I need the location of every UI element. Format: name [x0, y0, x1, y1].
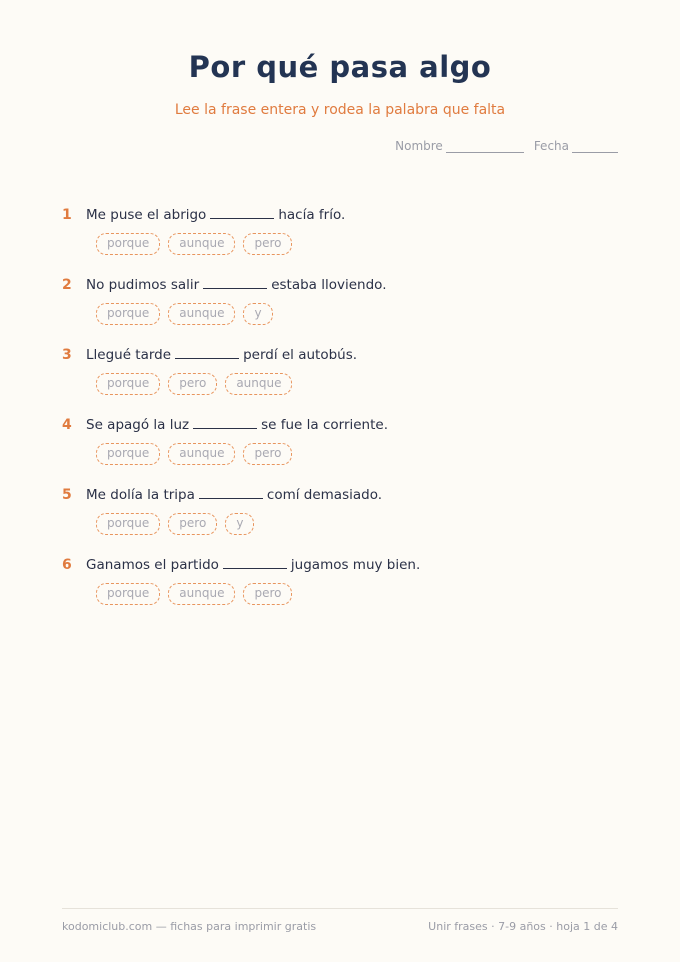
exercise-item	[62, 416, 622, 486]
option-chip[interactable]: porque	[96, 443, 160, 465]
exercise-sentence	[62, 556, 622, 576]
option-chip[interactable]: pero	[243, 443, 292, 465]
date-label: Fecha	[533, 139, 569, 153]
name-label: Nombre	[395, 139, 443, 153]
option-chip[interactable]: pero	[168, 513, 217, 535]
page-subtitle: Lee la frase entera y rodea la palabra que falta	[174, 102, 506, 118]
student-info	[395, 139, 618, 153]
sentence-end: estaba lloviendo.	[271, 277, 387, 293]
option-chip[interactable]: pero	[168, 373, 217, 395]
option-chip[interactable]: porque	[96, 303, 160, 325]
option-group	[96, 443, 622, 465]
exercise-item	[62, 556, 622, 626]
exercise-sentence	[62, 416, 622, 436]
sentence-end: se fue la corriente.	[261, 417, 389, 433]
exercise-number: 5	[62, 487, 72, 503]
sentence-end: perdí el autobús.	[243, 347, 358, 363]
answer-blank	[193, 416, 257, 429]
option-chip[interactable]: y	[243, 303, 272, 325]
exercise-sentence	[62, 486, 622, 506]
exercise-number: 1	[62, 207, 72, 223]
footer-sheet-info: Unir frases · 7-9 años · hoja 1 de 4	[428, 920, 618, 933]
exercise-number: 2	[62, 277, 72, 293]
name-line	[446, 141, 524, 153]
name-field	[395, 139, 524, 153]
option-chip[interactable]: aunque	[168, 233, 235, 255]
exercise-item	[62, 346, 622, 416]
option-group	[96, 513, 622, 535]
sentence-end: jugamos muy bien.	[290, 557, 421, 573]
exercise-sentence	[62, 206, 622, 226]
exercise-list	[62, 206, 622, 626]
answer-blank	[210, 206, 274, 219]
exercise-number: 3	[62, 347, 72, 363]
exercise-sentence	[62, 346, 622, 366]
sentence-start: Ganamos el partido	[86, 557, 219, 573]
sentence-end: hacía frío.	[278, 207, 346, 223]
footer-site: kodomiclub.com — fichas para imprimir gratis	[62, 920, 317, 933]
exercise-number: 6	[62, 557, 72, 573]
exercise-sentence	[62, 276, 622, 296]
option-chip[interactable]: aunque	[168, 303, 235, 325]
date-field	[534, 139, 618, 153]
option-chip[interactable]: porque	[96, 373, 160, 395]
sentence-start: Me dolía la tripa	[86, 487, 195, 503]
exercise-item	[62, 276, 622, 346]
option-chip[interactable]: aunque	[225, 373, 292, 395]
exercise-item	[62, 486, 622, 556]
footer-divider	[62, 908, 618, 909]
option-chip[interactable]: y	[225, 513, 254, 535]
option-chip[interactable]: porque	[96, 583, 160, 605]
exercise-item	[62, 206, 622, 276]
option-chip[interactable]: pero	[243, 583, 292, 605]
option-chip[interactable]: pero	[243, 233, 292, 255]
option-group	[96, 373, 622, 395]
option-group	[96, 233, 622, 255]
sentence-end: comí demasiado.	[266, 487, 383, 503]
answer-blank	[175, 346, 239, 359]
sentence-start: Llegué tarde	[86, 347, 172, 363]
answer-blank	[223, 556, 287, 569]
option-chip[interactable]: aunque	[168, 443, 235, 465]
option-group	[96, 303, 622, 325]
answer-blank	[199, 486, 263, 499]
answer-blank	[203, 276, 267, 289]
sentence-start: Me puse el abrigo	[86, 207, 207, 223]
sentence-start: Se apagó la luz	[86, 417, 190, 433]
option-chip[interactable]: porque	[96, 233, 160, 255]
option-chip[interactable]: porque	[96, 513, 160, 535]
option-group	[96, 583, 622, 605]
option-chip[interactable]: aunque	[168, 583, 235, 605]
page-title: Por qué pasa algo	[188, 50, 492, 84]
date-line	[572, 141, 618, 153]
exercise-number: 4	[62, 417, 72, 433]
sentence-start: No pudimos salir	[86, 277, 200, 293]
